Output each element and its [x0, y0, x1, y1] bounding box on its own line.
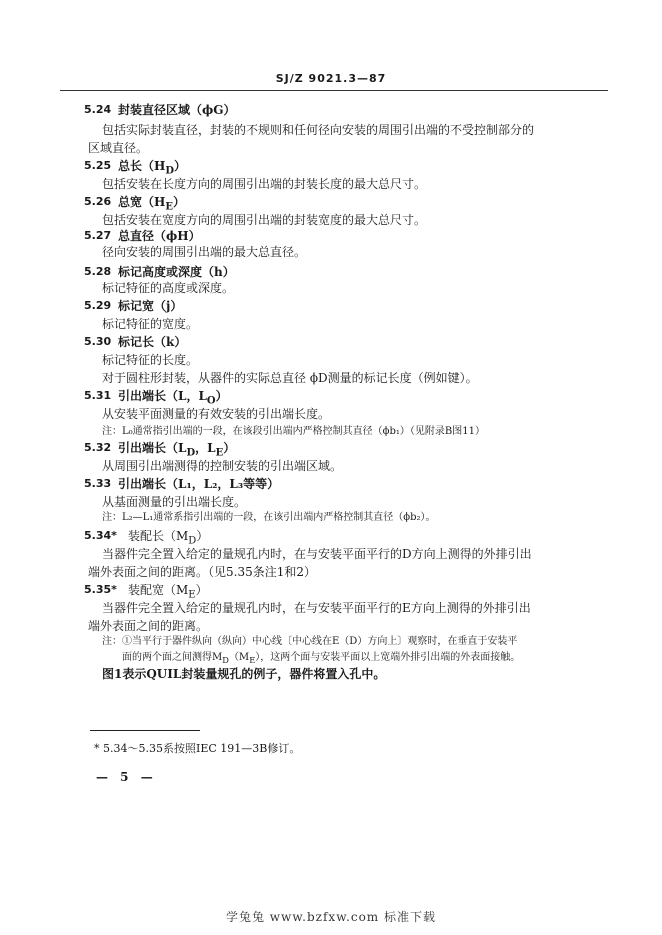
section-body: 标记特征的高度或深度。 — [102, 281, 235, 295]
section-body: 包括安装在宽度方向的周围引出端的封装宽度的最大总尺寸。 — [102, 213, 427, 227]
section-body: 端外表面之间的距离。（见5.35条注1和2） — [88, 565, 316, 579]
section-term: 标记宽（j） — [118, 299, 183, 313]
section-number: 5.25 — [84, 159, 112, 172]
watermark: 学兔兔 www.bzfxw.com 标准下载 — [225, 910, 437, 924]
page-number: — 5 — — [96, 770, 157, 784]
section-term: 引出端长（L，$L_O$） — [118, 389, 228, 407]
section-body: 对于圆柱形封装，从器件的实际总直径 ϕD测量的标记长度（例如键）。 — [102, 371, 478, 385]
section-term: 引出端长（$L_D$，$L_E$） — [118, 441, 236, 459]
footnote-rule — [90, 730, 200, 731]
section-number: 5.24 — [84, 103, 112, 116]
section-term: 封装直径区域（ϕG） — [118, 103, 236, 117]
section-note: 注：L₀通常指引出端的一段，在该段引出端内严格控制其直径（ϕb₁）（见附录B图11） — [102, 426, 485, 437]
section-body: 包括安装在长度方向的周围引出端的封装长度的最大总尺寸。 — [102, 177, 427, 191]
document-header: SJ/Z 9021.3—87 — [275, 72, 387, 85]
section-number: 5.27 — [84, 229, 112, 242]
section-number: 5.33 — [84, 477, 112, 490]
section-body: 从基面测量的引出端长度。 — [102, 495, 247, 509]
section-note: 注：L₂—L₁通常系指引出端的一段，在该引出端内严格控制其直径（ϕb₂）。 — [102, 512, 436, 523]
section-body: 当器件完全置入给定的量规孔内时，在与安装平面平行的E方向上测得的外排引出 — [102, 601, 531, 615]
section-term: 装配宽$(M_E)$ — [128, 583, 208, 601]
section-number: 5.30 — [84, 335, 112, 348]
section-note: 面的两个面之间测得$M_D(M_E)$，这两个面与安装平面以上宽端外排引出端的外表面接触。 — [122, 652, 521, 665]
section-body: 标记特征的长度。 — [102, 353, 199, 367]
header-rule — [60, 90, 608, 91]
figure-caption: 图1表示QUIL封装量规孔的例子，器件将置入孔中。 — [102, 667, 386, 681]
section-term: 装配长$(M_D)$ — [128, 529, 209, 547]
section-term: 引出端长（L₁，L₂，L₃等等） — [118, 477, 280, 491]
section-number: 5.31 — [84, 389, 112, 402]
section-body: 区域直径。 — [88, 141, 149, 155]
section-number: 5.29 — [84, 299, 112, 312]
section-number: 5.35* — [84, 583, 117, 596]
section-term: 标记高度或深度（h） — [118, 265, 235, 279]
section-body: 标记特征的宽度。 — [102, 317, 199, 331]
section-number: 5.32 — [84, 441, 112, 454]
section-body: 当器件完全置入给定的量规孔内时，在与安装平面平行的D方向上测得的外排引出 — [102, 547, 532, 561]
section-term: 总长$(H_D)$ — [118, 159, 187, 177]
section-term: 标记长（k） — [118, 335, 187, 349]
section-body: 从安装平面测量的有效安装的引出端长度。 — [102, 407, 331, 421]
section-body: 端外表面之间的距离。 — [88, 619, 209, 633]
section-number: 5.26 — [84, 195, 112, 208]
section-term: 总直径（ϕH） — [118, 229, 201, 243]
footnote: * 5.34～5.35系按照IEC 191—3B修订。 — [94, 742, 301, 755]
section-number: 5.28 — [84, 265, 112, 278]
section-number: 5.34* — [84, 529, 117, 542]
section-body: 从周围引出端测得的控制安装的引出端区域。 — [102, 459, 343, 473]
section-term: 总宽$(H_E)$ — [118, 195, 185, 213]
section-note: 注：①当平行于器件纵向（纵向）中心线〔中心线在E（D）方向上〕观察时，在垂直于安装平 — [102, 636, 518, 647]
section-body: 包括实际封装直径，封装的不规则和任何径向安装的周围引出端的不受控制部分的 — [102, 123, 535, 137]
section-body: 径向安装的周围引出端的最大总直径。 — [102, 245, 307, 259]
